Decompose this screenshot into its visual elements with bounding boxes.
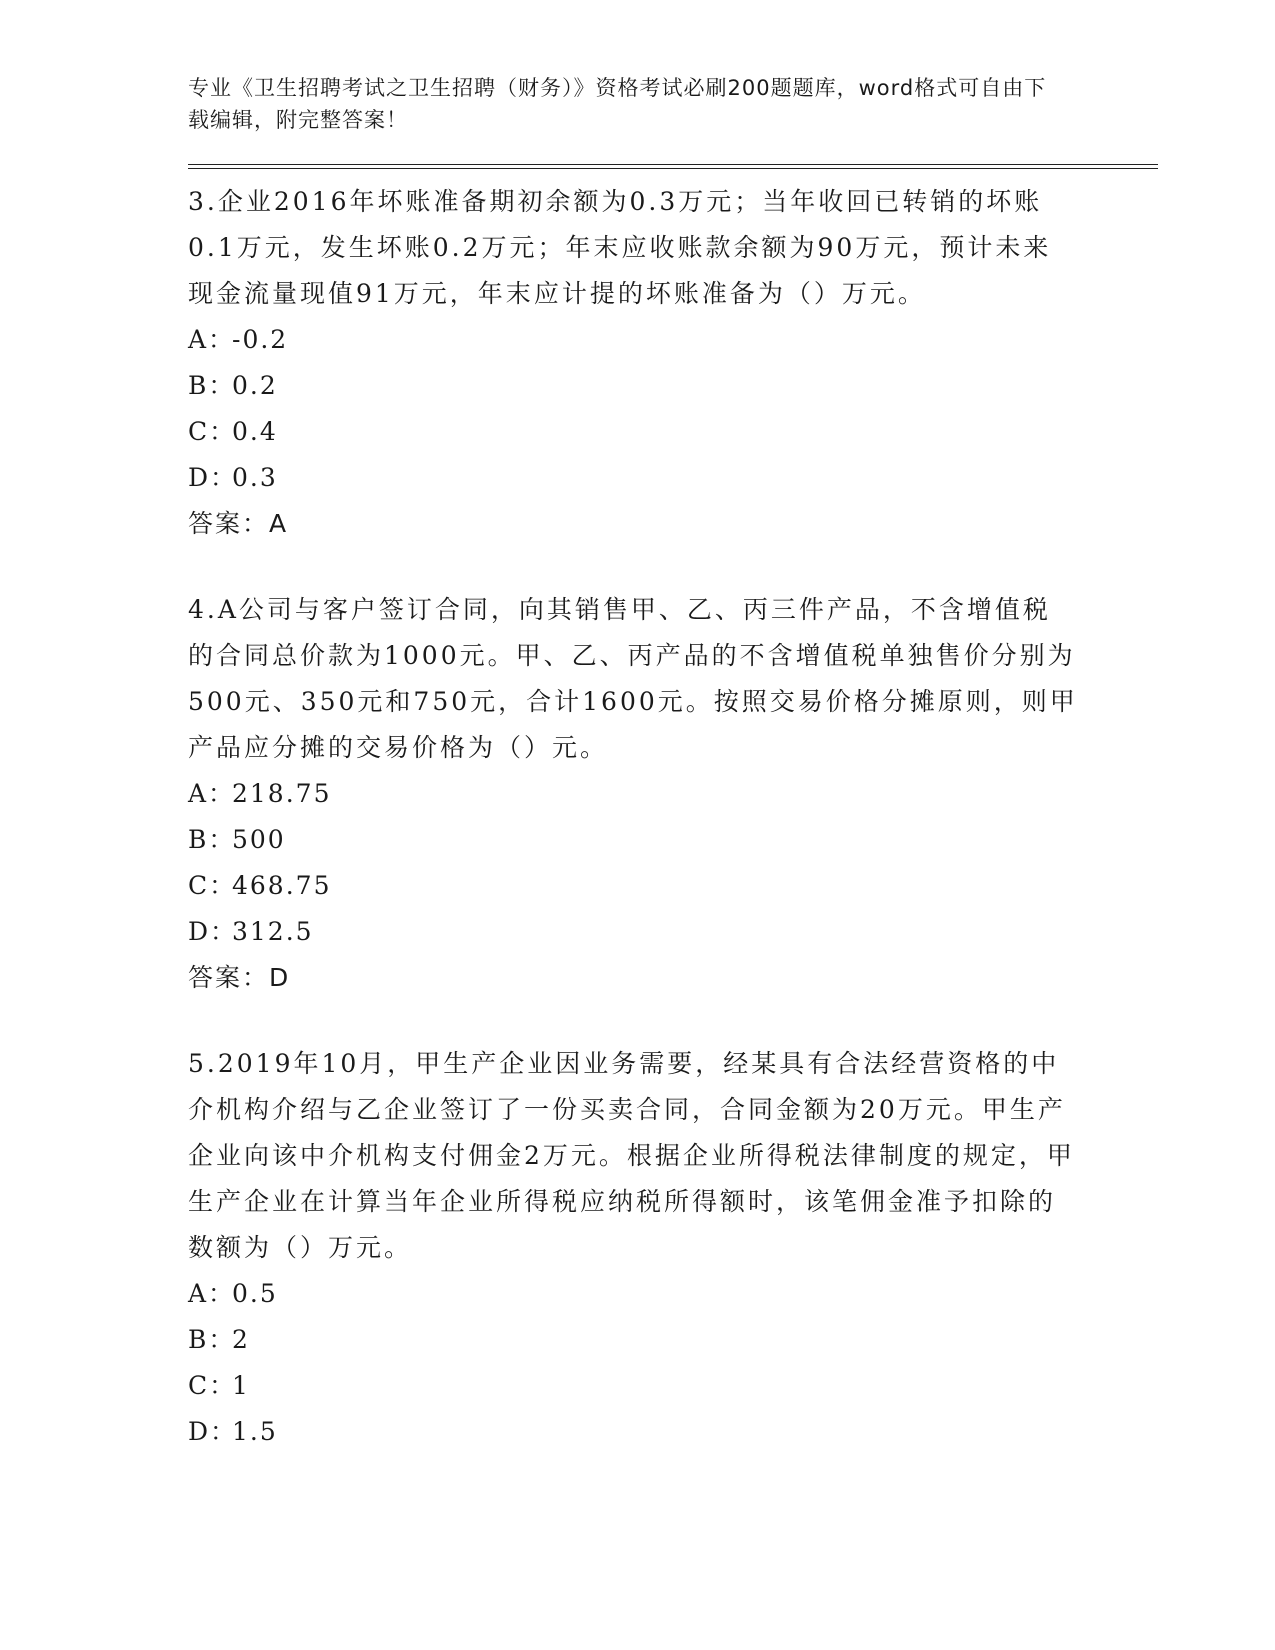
question-4 [188, 587, 1148, 1001]
option-d [188, 909, 1148, 955]
option-text: 1 [232, 1371, 250, 1400]
option-key: B： [188, 371, 236, 400]
header-divider [188, 164, 1158, 169]
option-key: B： [188, 1325, 236, 1354]
option-text: 500 [232, 825, 286, 854]
option-key: D： [188, 463, 238, 492]
option-text: 0.5 [232, 1279, 278, 1308]
option-text: 218.75 [232, 779, 332, 808]
option-text: 1.5 [232, 1417, 278, 1446]
option-text: 468.75 [232, 871, 332, 900]
question-5 [188, 1041, 1148, 1455]
option-key: D： [188, 917, 238, 946]
option-c [188, 1363, 1148, 1409]
option-key: B： [188, 825, 236, 854]
option-text: 312.5 [232, 917, 314, 946]
option-key: C： [188, 417, 237, 446]
option-key: A： [188, 779, 236, 808]
option-text: 0.4 [232, 417, 278, 446]
option-d [188, 455, 1148, 501]
option-text: 0.2 [232, 371, 278, 400]
answer-line: 答案：D [188, 963, 291, 992]
question-stem: 3.企业2016年坏账准备期初余额为0.3万元；当年收回已转销的坏账0.1万元，发生坏账0.2万元；年末应收账款余额为90万元，预计未来现金流量现值91万元，年末应计提的坏账准备为（）万元。 [188, 187, 1052, 308]
option-b [188, 363, 1148, 409]
answer-line: 答案：A [188, 509, 289, 538]
option-a [188, 771, 1148, 817]
document-header: 专业《卫生招聘考试之卫生招聘（财务）》资格考试必刷200题题库，word格式可自由下载编辑，附完整答案！ [188, 76, 1047, 132]
option-text: -0.2 [232, 325, 289, 354]
option-text: 0.3 [232, 463, 278, 492]
option-b [188, 817, 1148, 863]
option-key: D： [188, 1417, 238, 1446]
option-c [188, 409, 1148, 455]
option-a [188, 317, 1148, 363]
option-b [188, 1317, 1148, 1363]
option-key: C： [188, 1371, 237, 1400]
question-stem: 5.2019年10月，甲生产企业因业务需要，经某具有合法经营资格的中介机构介绍与乙企业签订了一份买卖合同，合同金额为20万元。甲生产企业向该中介机构支付佣金2万元。根据企业所得税法律制度的规定，甲生产企业在计算当年企业所得税应纳税所得额时，该笔佣金准予扣除的数额为（）万元。 [188, 1049, 1075, 1262]
question-3 [188, 179, 1148, 547]
option-key: A： [188, 1279, 236, 1308]
document-page [188, 72, 1148, 1455]
option-text: 2 [232, 1325, 250, 1354]
option-a [188, 1271, 1148, 1317]
option-key: A： [188, 325, 236, 354]
option-c [188, 863, 1148, 909]
option-key: C： [188, 871, 237, 900]
question-stem: 4.A公司与客户签订合同，向其销售甲、乙、丙三件产品，不含增值税的合同总价款为1000元。甲、乙、丙产品的不含增值税单独售价分别为500元、350元和750元，合计1600元。按照交易价格分摊原则，则甲产品应分摊的交易价格为（）元。 [188, 595, 1078, 762]
option-d [188, 1409, 1148, 1455]
